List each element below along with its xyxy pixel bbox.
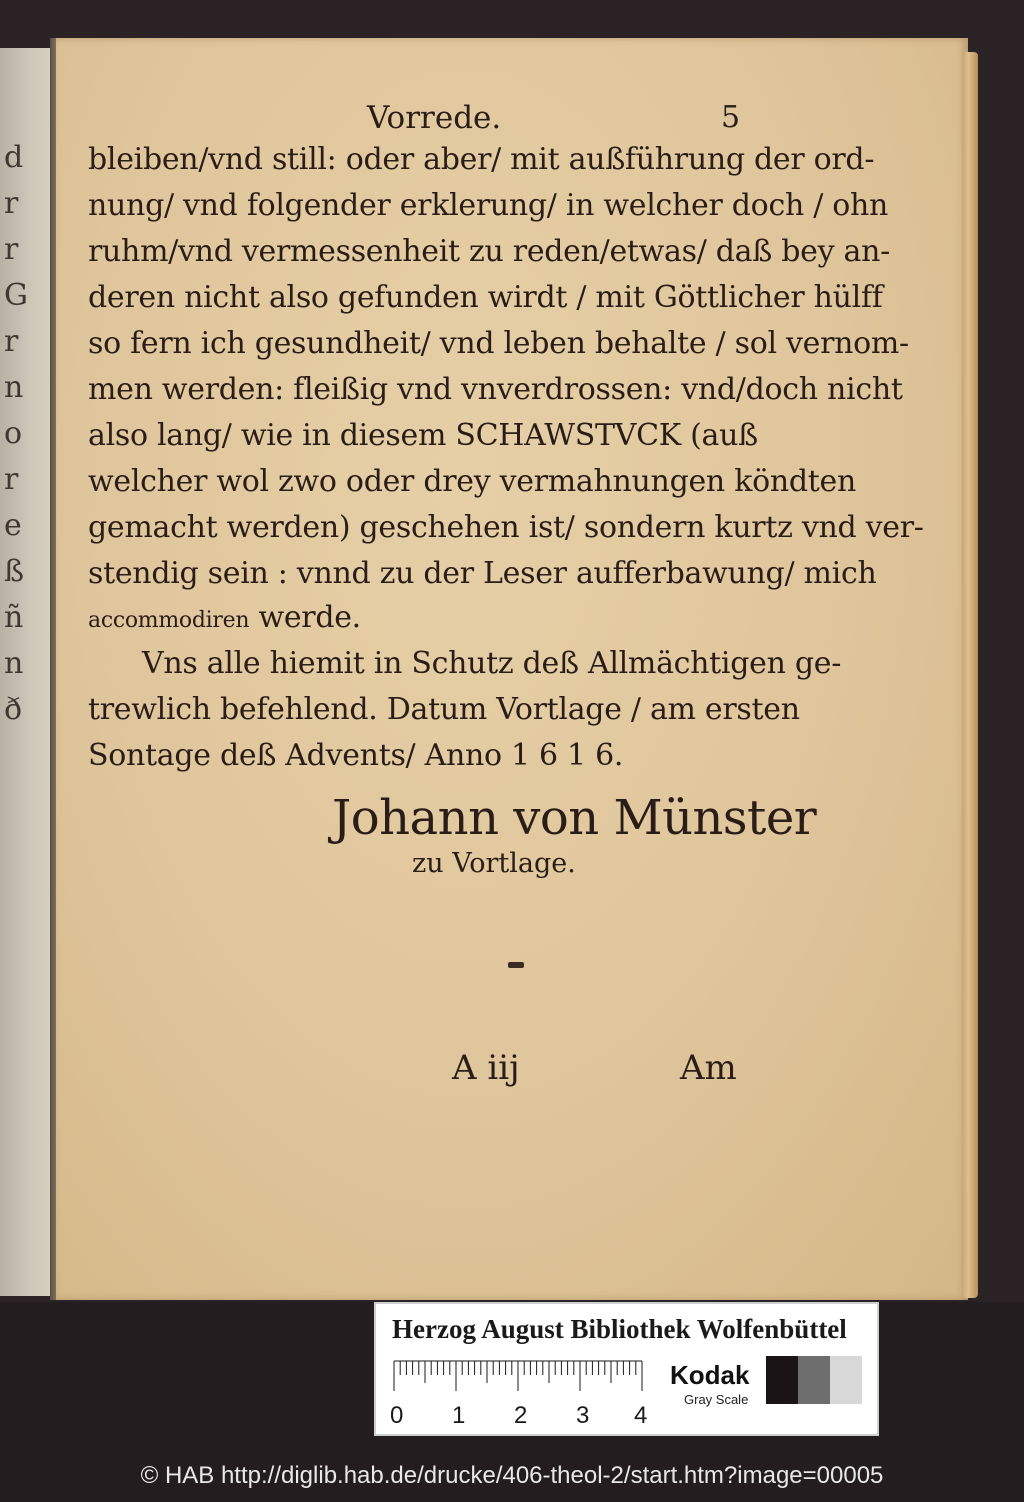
page-number: 5 (721, 100, 741, 135)
facing-page-fragment: ß (4, 554, 25, 589)
facing-page-edge (0, 48, 54, 1296)
body-line: men werden: fleißig vnd vnverdrossen: vnd/doch nicht (88, 372, 903, 407)
copyright-footer: © HAB http://diglib.hab.de/drucke/406-theol-2/start.htm?image=00005 (140, 1462, 884, 1489)
ornament-dash (508, 962, 524, 968)
ruler-label: 3 (576, 1402, 590, 1429)
catchword: Am (680, 1048, 737, 1088)
gray-swatch-dark (766, 1356, 798, 1404)
ruler-label: 0 (390, 1402, 404, 1429)
running-header: Vorrede. (367, 100, 502, 136)
facing-page-fragment: r (4, 462, 19, 497)
facing-page-fragment: G (4, 278, 28, 313)
ruler-label: 1 (452, 1402, 466, 1429)
facing-page-fragment: r (4, 232, 19, 267)
page-fore-edge (962, 52, 978, 1298)
ruler-label: 2 (514, 1402, 528, 1429)
body-word: werde. (258, 600, 361, 635)
signature-name: Johann von Münster (332, 790, 817, 846)
ruler-label: 4 (634, 1402, 648, 1429)
closing-line: Sontage deß Advents/ Anno 1 6 1 6. (88, 738, 624, 773)
facing-page-fragment: n (4, 370, 24, 405)
body-line: nung/ vnd folgender erklerung/ in welcher doch / ohn (88, 188, 889, 223)
gray-swatch-mid (798, 1356, 830, 1404)
closing-line: trewlich befehlend. Datum Vortlage / am ersten (88, 692, 800, 727)
body-line: ruhm/vnd vermessenheit zu reden/etwas/ daß bey an- (88, 234, 890, 269)
facing-page-fragment: o (4, 416, 23, 451)
body-line: deren nicht also gefunden wirdt / mit Göttlicher hülff (88, 280, 883, 315)
signature-place: zu Vortlage. (412, 848, 576, 879)
body-line: so fern ich gesundheit/ vnd leben behalte / sol vernom- (88, 326, 909, 361)
signature-mark: A iij (452, 1048, 520, 1088)
kodak-logo: Kodak (670, 1360, 750, 1390)
closing-line: Vns alle hiemit in Schutz deß Allmächtigen ge- (142, 646, 842, 681)
body-line: also lang/ wie in diesem SCHAWSTVCK (auß (88, 418, 758, 453)
facing-page-fragment: r (4, 186, 19, 221)
facing-page-fragment: r (4, 324, 19, 359)
facing-page-fragment: e (4, 508, 22, 543)
body-line: gemacht werden) geschehen ist/ sondern kurtz vnd ver- (88, 510, 924, 545)
body-line-accommodiren (88, 600, 361, 635)
body-line: welcher wol zwo oder drey vermahnungen köndten (88, 464, 856, 499)
facing-page-fragment: ñ (4, 600, 24, 635)
color-calibration-card (374, 1302, 879, 1436)
latin-word: accommodiren (88, 608, 250, 633)
gray-swatch-light (830, 1356, 862, 1404)
body-line: bleiben/vnd still: oder aber/ mit außführung der ord- (88, 142, 875, 177)
library-name: Herzog August Bibliothek Wolfenbüttel (392, 1314, 847, 1344)
body-line: stendig sein : vnnd zu der Leser aufferbawung/ mich (88, 556, 877, 591)
facing-page-fragment: ð (4, 692, 23, 727)
gray-scale-label: Gray Scale (684, 1392, 749, 1407)
facing-page-fragment: d (4, 140, 24, 175)
facing-page-fragment: n (4, 646, 24, 681)
